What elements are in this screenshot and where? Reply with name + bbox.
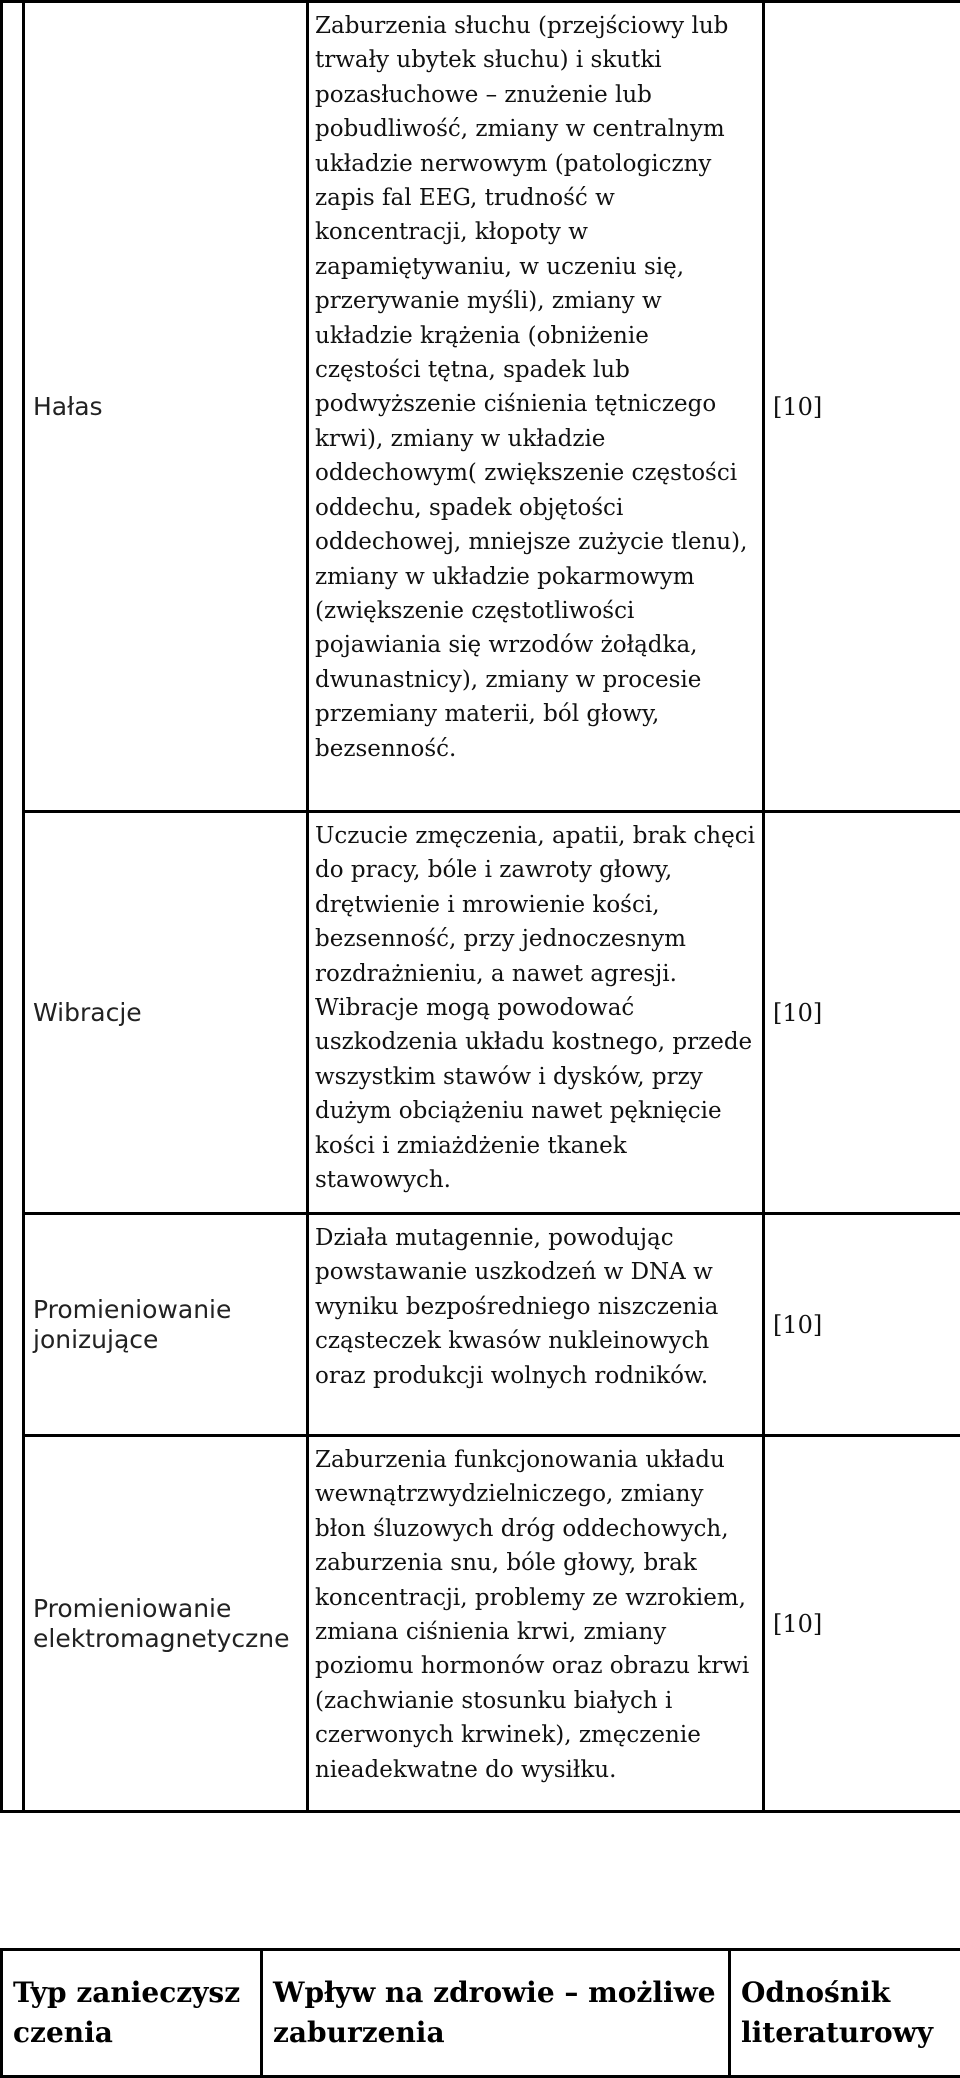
reference-cell: [10] xyxy=(764,812,960,1214)
table-row xyxy=(2,812,960,1214)
health-effect-cell: Uczucie zmęczenia, apatii, brak chęci do pracy, bóle i zawroty głowy, drętwienie i mrowienie kości, bezsenność, przy jednoczesnym rozdrażnieniu, a nawet agresji. Wibracje mogą powodować uszkodzenia układu kostnego, przede wszystkim stawów i dysków, przy dużym obciążeniu nawet pęknięcie kości i zmiażdżenie tkanek stawowych. xyxy=(308,812,764,1214)
health-effect-cell: Zaburzenia słuchu (przejściowy lub trwały ubytek słuchu) i skutki pozasłuchowe – znużenie lub pobudliwość, zmiany w centralnym układzie nerwowym (patologiczny zapis fal EEG, trudność w koncentracji, kłopoty w zapamiętywaniu, w uczeniu się, przerywanie myśli), zmiany w układzie krążenia (obniżenie częstości tętna, spadek lub podwyższenie ciśnienia tętniczego krwi), zmiany w układzie oddechowym( zwiększenie częstości oddechu, spadek objętości oddechowej, mniejsze zużycie tlenu), zmiany w układzie pokarmowym (zwiększenie częstotliwości pojawiania się wrzodów żołądka, dwunastnicy), zmiany w procesie przemiany materii, ból głowy, bezsenność. xyxy=(308,2,764,812)
pollution-type-cell: Promieniowanie jonizujące xyxy=(24,1214,308,1436)
health-effect-cell: Działa mutagennie, powodując powstawanie uszkodzeń w DNA w wyniku bezpośredniego niszczenia cząsteczek kwasów nukleinowych oraz produkcji wolnych rodników. xyxy=(308,1214,764,1436)
header-pollution-type: Typ zanieczyszczenia xyxy=(2,1950,262,2077)
reference-cell: [10] xyxy=(764,1436,960,1812)
reference-cell: [10] xyxy=(764,2,960,812)
header-reference: Odnośnik literaturowy xyxy=(730,1950,960,2077)
pollution-type-cell: Wibracje xyxy=(24,812,308,1214)
health-effect-cell: Zaburzenia funkcjonowania układu wewnątrzwydzielniczego, zmiany błon śluzowych dróg oddechowych, zaburzenia snu, bóle głowy, brak koncentracji, problemy ze wzrokiem, zmiana ciśnienia krwi, zmiany poziomu hormonów oraz obrazu krwi (zachwianie stosunku białych i czerwonych krwinek), zmęczenie nieadekwatne do wysiłku. xyxy=(308,1436,764,1812)
table-row xyxy=(2,1436,960,1812)
pollution-type-cell: Hałas xyxy=(24,2,308,812)
pollution-type-cell: Promieniowanie elektromagnetyczne xyxy=(24,1436,308,1812)
table-row xyxy=(2,1214,960,1436)
table-row xyxy=(2,2,960,812)
reference-cell: [10] xyxy=(764,1214,960,1436)
left-gutter-column xyxy=(2,2,24,1812)
header-row xyxy=(2,1950,960,2077)
header-health-effect: Wpływ na zdrowie – możliwe zaburzenia xyxy=(262,1950,730,2077)
table-header-row xyxy=(0,1948,960,2078)
